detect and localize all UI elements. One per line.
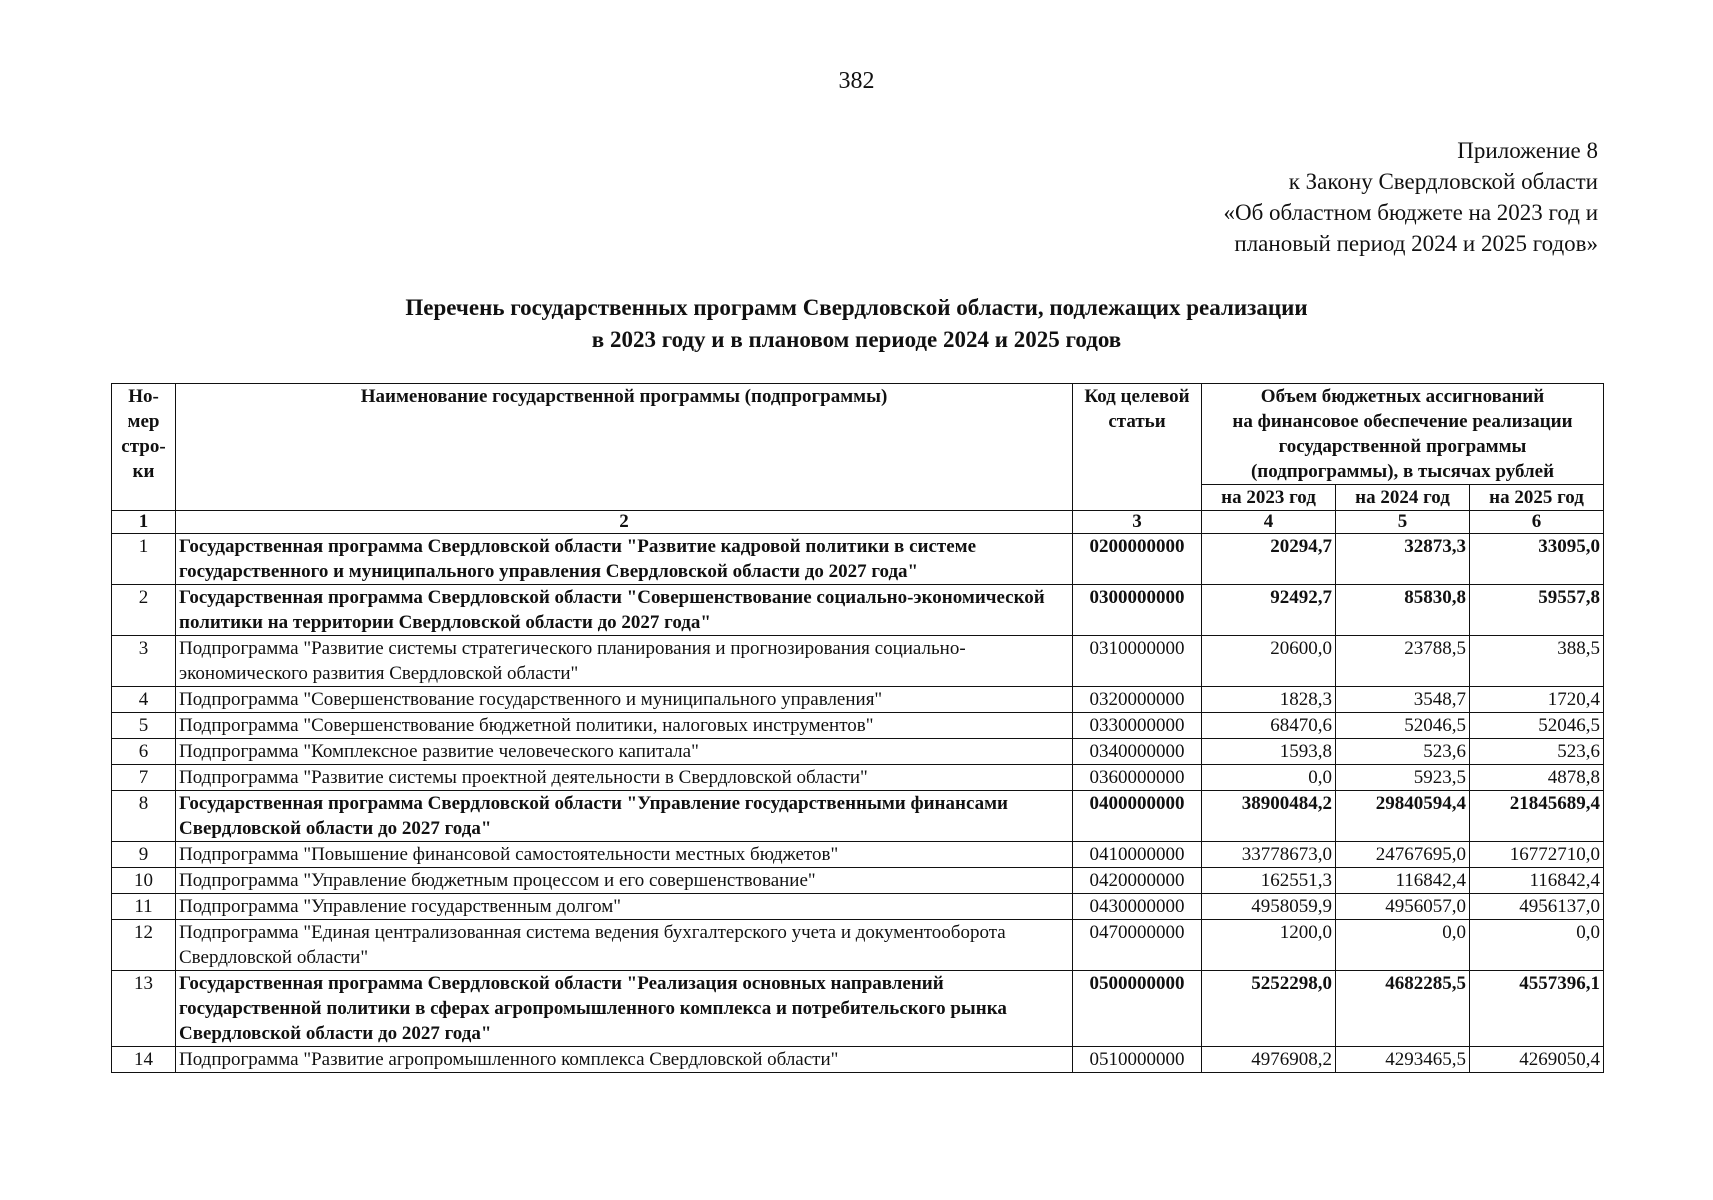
header-row-number: Но- мер стро- ки xyxy=(112,384,176,511)
target-code-cell: 0300000000 xyxy=(1073,585,1202,636)
target-code-cell: 0310000000 xyxy=(1073,636,1202,687)
target-code-cell: 0510000000 xyxy=(1073,1047,1202,1073)
value-2025-cell: 52046,5 xyxy=(1470,713,1604,739)
target-code-cell: 0500000000 xyxy=(1073,971,1202,1047)
row-number-cell: 4 xyxy=(112,687,176,713)
budget-table xyxy=(111,383,1604,1073)
value-2023-cell: 20294,7 xyxy=(1202,534,1336,585)
table-row xyxy=(112,636,1604,687)
target-code-cell: 0360000000 xyxy=(1073,765,1202,791)
row-number-cell: 13 xyxy=(112,971,176,1047)
row-number-cell: 1 xyxy=(112,534,176,585)
value-2025-cell: 21845689,4 xyxy=(1470,791,1604,842)
value-2024-cell: 24767695,0 xyxy=(1336,842,1470,868)
header-year-2024: на 2024 год xyxy=(1336,485,1470,511)
appendix-line: «Об областном бюджете на 2023 год и xyxy=(1223,200,1598,225)
value-2023-cell: 162551,3 xyxy=(1202,868,1336,894)
row-number-cell: 5 xyxy=(112,713,176,739)
column-number: 4 xyxy=(1202,511,1336,534)
table-row xyxy=(112,868,1604,894)
target-code-cell: 0420000000 xyxy=(1073,868,1202,894)
appendix-line: к Закону Свердловской области xyxy=(1288,169,1598,194)
header-program-name: Наименование государственной программы (подпрограммы) xyxy=(176,384,1073,511)
row-number-cell: 2 xyxy=(112,585,176,636)
program-name-cell: Подпрограмма "Комплексное развитие человеческого капитала" xyxy=(176,739,1073,765)
target-code-cell: 0400000000 xyxy=(1073,791,1202,842)
row-number-cell: 14 xyxy=(112,1047,176,1073)
target-code-cell: 0410000000 xyxy=(1073,842,1202,868)
target-code-cell: 0200000000 xyxy=(1073,534,1202,585)
program-name-cell: Подпрограмма "Управление государственным долгом" xyxy=(176,894,1073,920)
program-name-cell: Государственная программа Свердловской области "Управление государственными финансами Свердловской области до 2027 года" xyxy=(176,791,1073,842)
value-2025-cell: 33095,0 xyxy=(1470,534,1604,585)
value-2025-cell: 523,6 xyxy=(1470,739,1604,765)
row-number-cell: 8 xyxy=(112,791,176,842)
column-number: 2 xyxy=(176,511,1073,534)
value-2024-cell: 32873,3 xyxy=(1336,534,1470,585)
header-target-code: Код целевой статьи xyxy=(1073,384,1202,511)
appendix-reference xyxy=(1223,135,1598,259)
value-2024-cell: 4682285,5 xyxy=(1336,971,1470,1047)
value-2024-cell: 29840594,4 xyxy=(1336,791,1470,842)
target-code-cell: 0430000000 xyxy=(1073,894,1202,920)
table-row xyxy=(112,585,1604,636)
value-2023-cell: 1200,0 xyxy=(1202,920,1336,971)
table-row xyxy=(112,765,1604,791)
value-2023-cell: 1593,8 xyxy=(1202,739,1336,765)
value-2024-cell: 3548,7 xyxy=(1336,687,1470,713)
target-code-cell: 0340000000 xyxy=(1073,739,1202,765)
value-2023-cell: 33778673,0 xyxy=(1202,842,1336,868)
table-row xyxy=(112,842,1604,868)
table-row xyxy=(112,971,1604,1047)
value-2025-cell: 388,5 xyxy=(1470,636,1604,687)
row-number-cell: 3 xyxy=(112,636,176,687)
value-2023-cell: 4976908,2 xyxy=(1202,1047,1336,1073)
program-name-cell: Подпрограмма "Повышение финансовой самостоятельности местных бюджетов" xyxy=(176,842,1073,868)
table-row xyxy=(112,1047,1604,1073)
value-2025-cell: 116842,4 xyxy=(1470,868,1604,894)
program-name-cell: Государственная программа Свердловской области "Развитие кадровой политики в системе государственного и муниципального управления Свердловской области до 2027 года" xyxy=(176,534,1073,585)
value-2025-cell: 4878,8 xyxy=(1470,765,1604,791)
program-name-cell: Подпрограмма "Единая централизованная система ведения бухгалтерского учета и документооборота Свердловской области" xyxy=(176,920,1073,971)
value-2023-cell: 68470,6 xyxy=(1202,713,1336,739)
value-2024-cell: 5923,5 xyxy=(1336,765,1470,791)
value-2025-cell: 1720,4 xyxy=(1470,687,1604,713)
program-name-cell: Подпрограмма "Управление бюджетным процессом и его совершенствование" xyxy=(176,868,1073,894)
value-2023-cell: 38900484,2 xyxy=(1202,791,1336,842)
value-2025-cell: 0,0 xyxy=(1470,920,1604,971)
value-2023-cell: 5252298,0 xyxy=(1202,971,1336,1047)
table-row xyxy=(112,534,1604,585)
value-2023-cell: 20600,0 xyxy=(1202,636,1336,687)
value-2024-cell: 4956057,0 xyxy=(1336,894,1470,920)
table-row xyxy=(112,920,1604,971)
value-2025-cell: 4956137,0 xyxy=(1470,894,1604,920)
value-2024-cell: 85830,8 xyxy=(1336,585,1470,636)
table-row xyxy=(112,713,1604,739)
title-line: в 2023 году и в плановом периоде 2024 и 2025 годов xyxy=(591,327,1122,352)
header-year-2025: на 2025 год xyxy=(1470,485,1604,511)
program-name-cell: Подпрограмма "Развитие системы проектной деятельности в Свердловской области" xyxy=(176,765,1073,791)
table-row xyxy=(112,739,1604,765)
value-2023-cell: 4958059,9 xyxy=(1202,894,1336,920)
value-2025-cell: 4269050,4 xyxy=(1470,1047,1604,1073)
value-2023-cell: 92492,7 xyxy=(1202,585,1336,636)
value-2023-cell: 1828,3 xyxy=(1202,687,1336,713)
appendix-line: плановый период 2024 и 2025 годов» xyxy=(1234,231,1598,256)
program-name-cell: Государственная программа Свердловской области "Реализация основных направлений государственной политики в сферах агропромышленного комплекса и потребительского рынка Свердловской области до 2027 года" xyxy=(176,971,1073,1047)
value-2025-cell: 4557396,1 xyxy=(1470,971,1604,1047)
value-2024-cell: 116842,4 xyxy=(1336,868,1470,894)
document-title xyxy=(0,292,1713,356)
row-number-cell: 12 xyxy=(112,920,176,971)
value-2024-cell: 52046,5 xyxy=(1336,713,1470,739)
row-number-cell: 9 xyxy=(112,842,176,868)
table-row xyxy=(112,791,1604,842)
program-name-cell: Государственная программа Свердловской области "Совершенствование социально-экономической политики на территории Свердловской области до 2027 года" xyxy=(176,585,1073,636)
target-code-cell: 0470000000 xyxy=(1073,920,1202,971)
value-2025-cell: 16772710,0 xyxy=(1470,842,1604,868)
program-name-cell: Подпрограмма "Развитие системы стратегического планирования и прогнозирования социально-экономического развития Свердловской области" xyxy=(176,636,1073,687)
value-2024-cell: 0,0 xyxy=(1336,920,1470,971)
table-row xyxy=(112,894,1604,920)
row-number-cell: 10 xyxy=(112,868,176,894)
value-2024-cell: 23788,5 xyxy=(1336,636,1470,687)
appendix-line: Приложение 8 xyxy=(1457,138,1598,163)
column-number-row xyxy=(112,511,1604,534)
title-line: Перечень государственных программ Свердловской области, подлежащих реализации xyxy=(405,295,1308,320)
header-year-2023: на 2023 год xyxy=(1202,485,1336,511)
row-number-cell: 7 xyxy=(112,765,176,791)
table-row xyxy=(112,687,1604,713)
row-number-cell: 6 xyxy=(112,739,176,765)
value-2024-cell: 523,6 xyxy=(1336,739,1470,765)
header-budget-volume: Объем бюджетных ассигнований на финансовое обеспечение реализации государственной программы (подпрограммы), в тысячах рублей xyxy=(1202,384,1604,485)
program-name-cell: Подпрограмма "Совершенствование бюджетной политики, налоговых инструментов" xyxy=(176,713,1073,739)
column-number: 3 xyxy=(1073,511,1202,534)
value-2024-cell: 4293465,5 xyxy=(1336,1047,1470,1073)
program-name-cell: Подпрограмма "Совершенствование государственного и муниципального управления" xyxy=(176,687,1073,713)
target-code-cell: 0320000000 xyxy=(1073,687,1202,713)
column-number: 5 xyxy=(1336,511,1470,534)
row-number-cell: 11 xyxy=(112,894,176,920)
table-body xyxy=(112,534,1604,1073)
value-2025-cell: 59557,8 xyxy=(1470,585,1604,636)
value-2023-cell: 0,0 xyxy=(1202,765,1336,791)
target-code-cell: 0330000000 xyxy=(1073,713,1202,739)
column-number: 6 xyxy=(1470,511,1604,534)
program-name-cell: Подпрограмма "Развитие агропромышленного комплекса Свердловской области" xyxy=(176,1047,1073,1073)
page-number: 382 xyxy=(838,68,875,94)
column-number: 1 xyxy=(112,511,176,534)
